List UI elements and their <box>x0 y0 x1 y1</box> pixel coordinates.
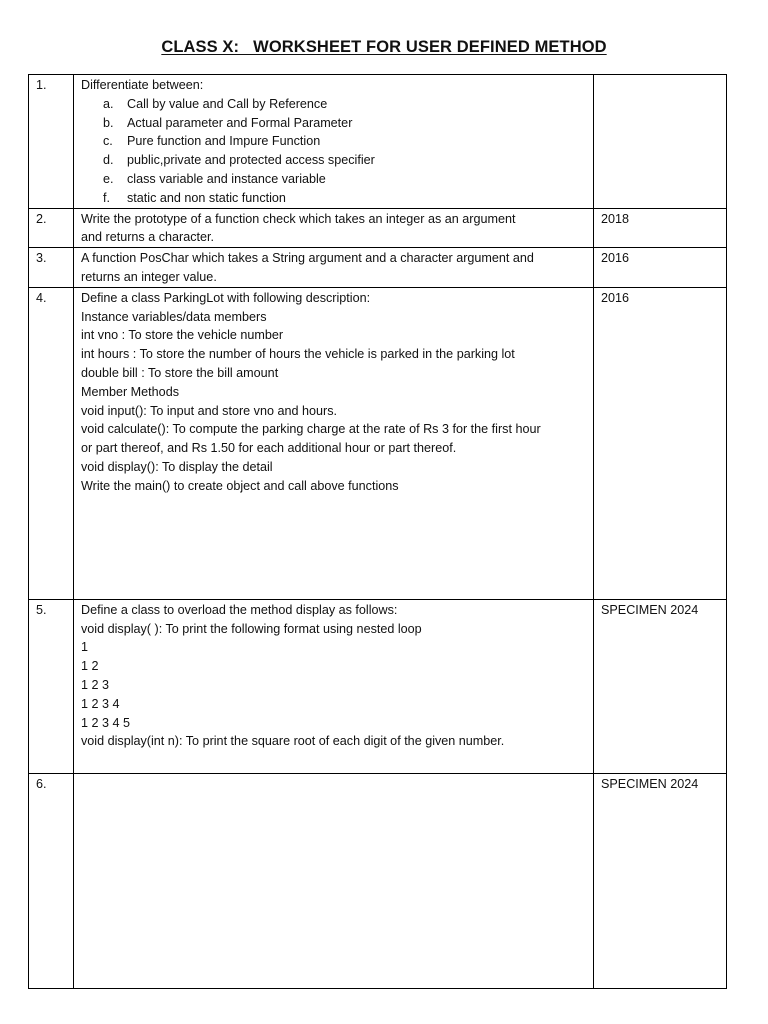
question-number: 4. <box>29 287 74 599</box>
question-line: Write the main() to create object and call above functions <box>81 478 399 493</box>
question-line: Define a class to overload the method display as follows: <box>81 602 398 617</box>
question-line: or part thereof, and Rs 1.50 for each additional hour or part thereof. <box>81 441 457 456</box>
item-text: class variable and instance variable <box>127 171 326 186</box>
year-cell: SPECIMEN 2024 <box>594 599 727 773</box>
question-line: Member Methods <box>81 384 179 399</box>
list-item <box>81 132 593 151</box>
page-title: CLASS X: WORKSHEET FOR USER DEFINED METHOD <box>161 38 607 56</box>
question-line: Write the prototype of a function check which takes an integer as an argument <box>81 211 516 226</box>
question-number: 6. <box>29 773 74 988</box>
question-text <box>74 773 594 988</box>
question-line: and returns a character. <box>81 230 215 245</box>
item-letter: e. <box>103 171 114 186</box>
question-text <box>74 287 594 599</box>
question-line: void display(): To display the detail <box>81 459 273 474</box>
year-cell: 2018 <box>594 208 727 248</box>
question-line: void display( ): To print the following format using nested loop <box>81 621 422 636</box>
item-text: Pure function and Impure Function <box>127 134 321 149</box>
question-line: A function PosChar which takes a String argument and a character argument and <box>81 251 534 266</box>
question-number: 3. <box>29 248 74 288</box>
table-row <box>29 287 727 599</box>
question-line: returns an integer value. <box>81 269 217 284</box>
list-item <box>81 189 593 208</box>
question-line: Instance variables/data members <box>81 309 267 324</box>
question-line: void display(int n): To print the square root of each digit of the given number. <box>81 734 505 749</box>
question-line: void calculate(): To compute the parking charge at the rate of Rs 3 for the first hour <box>81 422 541 437</box>
item-text: Actual parameter and Formal Parameter <box>127 115 353 130</box>
list-item <box>81 114 593 133</box>
pattern-line: 1 2 3 4 5 <box>81 715 131 730</box>
pattern-line: 1 <box>81 640 89 655</box>
question-number: 5. <box>29 599 74 773</box>
table-row <box>29 248 727 288</box>
question-number: 1. <box>29 75 74 209</box>
item-letter: d. <box>103 153 114 168</box>
item-text: Call by value and Call by Reference <box>127 96 328 111</box>
question-line: double bill : To store the bill amount <box>81 365 279 380</box>
question-number: 2. <box>29 208 74 248</box>
year-cell: 2016 <box>594 287 727 599</box>
list-item <box>81 151 593 170</box>
list-item <box>81 95 593 114</box>
item-text: static and non static function <box>127 190 286 205</box>
worksheet-table <box>28 74 727 989</box>
table-row <box>29 599 727 773</box>
question-text <box>74 599 594 773</box>
table-row <box>29 75 727 209</box>
item-text: public,private and protected access specifier <box>127 153 375 168</box>
pattern-line: 1 2 <box>81 659 99 674</box>
question-text <box>74 208 594 248</box>
table-row <box>29 773 727 988</box>
pattern-line: 1 2 3 <box>81 677 110 692</box>
question-line: int vno : To store the vehicle number <box>81 328 284 343</box>
item-letter: c. <box>103 134 113 149</box>
question-line: int hours : To store the number of hours the vehicle is parked in the parking lot <box>81 347 515 362</box>
year-cell: SPECIMEN 2024 <box>594 773 727 988</box>
year-cell <box>594 75 727 209</box>
item-letter: b. <box>103 115 114 130</box>
item-letter: f. <box>103 190 110 205</box>
item-letter: a. <box>103 96 114 111</box>
question-line: Define a class ParkingLot with following description: <box>81 290 371 305</box>
question-text <box>74 248 594 288</box>
question-text <box>74 75 594 209</box>
sub-question-list <box>81 95 593 208</box>
pattern-line: 1 2 3 4 <box>81 696 120 711</box>
table-row <box>29 208 727 248</box>
year-cell: 2016 <box>594 248 727 288</box>
question-intro: Differentiate between: <box>81 78 204 92</box>
list-item <box>81 170 593 189</box>
question-line: void input(): To input and store vno and hours. <box>81 403 338 418</box>
